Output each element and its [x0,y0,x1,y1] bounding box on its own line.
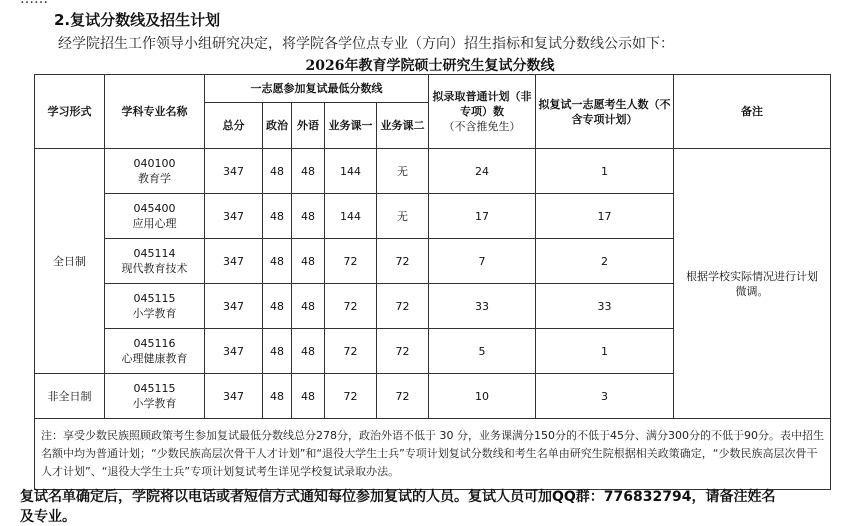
foreign-cell: 48 [292,329,325,374]
header-plan-sub: （不含推免生） [443,120,521,133]
major-name: 小学教育 [132,397,177,410]
course2-cell: 72 [377,374,429,419]
header-course1: 业务课一 [325,103,377,149]
major-name: 心理健康教育 [121,352,188,365]
retest-cell: 2 [536,239,674,284]
table-note: 注：享受少数民族照顾政策考生参加复试最低分数线总分278分，政治外语不低于 30 分，业务课满分150分的不低于45分、满分300分的不低于90分。表中招生名额中均为普通计划；“少数民族高层次骨干人才计划”和“退役大学生士兵”专项计划复试分数线和考生名单由研究生院根据相关政策确定，“少数民族高层次骨干人才计划”、“退役大学生士兵”专项计划复试考生详见学校复试录取办法。 [35,419,831,490]
footer-notice-line1: 复试名单确定后，学院将以电话或者短信方式通知每位参加复试的人员。复试人员可加QQ群：776832794，请备注姓名 [20,489,776,505]
course1-cell: 72 [325,239,377,284]
politics-cell: 48 [263,284,292,329]
course2-cell: 72 [377,284,429,329]
politics-cell: 48 [263,329,292,374]
major-cell [105,284,205,329]
section-heading: 2.复试分数线及招生计划 [54,11,221,29]
total-cell: 347 [205,284,263,329]
total-cell: 347 [205,194,263,239]
politics-cell: 48 [263,194,292,239]
major-cell [105,329,205,374]
retest-cell: 1 [536,329,674,374]
mode-fulltime: 全日制 [35,149,105,374]
major-name: 现代教育技术 [121,262,188,275]
major-code: 045115 [133,382,176,395]
plan-cell: 33 [429,284,536,329]
total-cell: 347 [205,374,263,419]
retest-cell: 3 [536,374,674,419]
header-min-score-group: 一志愿参加复试最低分数线 [205,75,429,103]
total-cell: 347 [205,149,263,194]
course1-cell: 72 [325,284,377,329]
course1-cell: 144 [325,149,377,194]
header-plan-label: 拟录取普通计划（非专项）数 [432,90,532,118]
header-course2: 业务课二 [377,103,429,149]
mode-parttime: 非全日制 [35,374,105,419]
major-code: 045400 [133,202,176,215]
politics-cell: 48 [263,374,292,419]
total-cell: 347 [205,239,263,284]
foreign-cell: 48 [292,149,325,194]
table-row [35,149,831,194]
foreign-cell: 48 [292,284,325,329]
major-name: 教育学 [138,172,171,185]
header-total: 总分 [205,103,263,149]
header-politics: 政治 [263,103,292,149]
politics-cell: 48 [263,149,292,194]
course1-cell: 72 [325,374,377,419]
retest-cell: 33 [536,284,674,329]
retest-cell: 1 [536,149,674,194]
major-code: 045115 [133,292,176,305]
header-retest: 拟复试一志愿考生人数（不含专项计划） [536,75,674,149]
cut-off-top-text [20,0,48,7]
plan-cell: 24 [429,149,536,194]
politics-cell: 48 [263,239,292,284]
total-cell: 347 [205,329,263,374]
plan-cell: 5 [429,329,536,374]
major-cell [105,239,205,284]
course2-cell: 无 [377,194,429,239]
course2-cell: 72 [377,329,429,374]
foreign-cell: 48 [292,239,325,284]
course2-cell: 72 [377,239,429,284]
major-code: 045114 [133,247,176,260]
major-cell [105,194,205,239]
plan-cell: 7 [429,239,536,284]
header-mode: 学习形式 [35,75,105,149]
intro-paragraph: 经学院招生工作领导小组研究决定，将学院各学位点专业（方向）招生指标和复试分数线公示如下： [58,36,674,52]
course2-cell: 无 [377,149,429,194]
header-remark: 备注 [674,75,831,149]
foreign-cell: 48 [292,374,325,419]
plan-cell: 17 [429,194,536,239]
major-code: 045116 [133,337,176,350]
course1-cell: 144 [325,194,377,239]
header-foreign: 外语 [292,103,325,149]
remark-cell: 根据学校实际情况进行计划微调。 [674,149,831,419]
major-code: 040100 [133,157,176,170]
table-title: 2026年教育学院硕士研究生复试分数线 [305,58,555,74]
plan-cell: 10 [429,374,536,419]
major-cell [105,149,205,194]
foreign-cell: 48 [292,194,325,239]
major-cell [105,374,205,419]
major-name: 应用心理 [132,217,177,230]
header-plan [429,75,536,149]
major-name: 小学教育 [132,307,177,320]
retest-cell: 17 [536,194,674,239]
score-table [34,74,831,490]
header-major: 学科专业名称 [105,75,205,149]
footer-notice-line2: 及专业。 [20,509,76,525]
course1-cell: 72 [325,329,377,374]
